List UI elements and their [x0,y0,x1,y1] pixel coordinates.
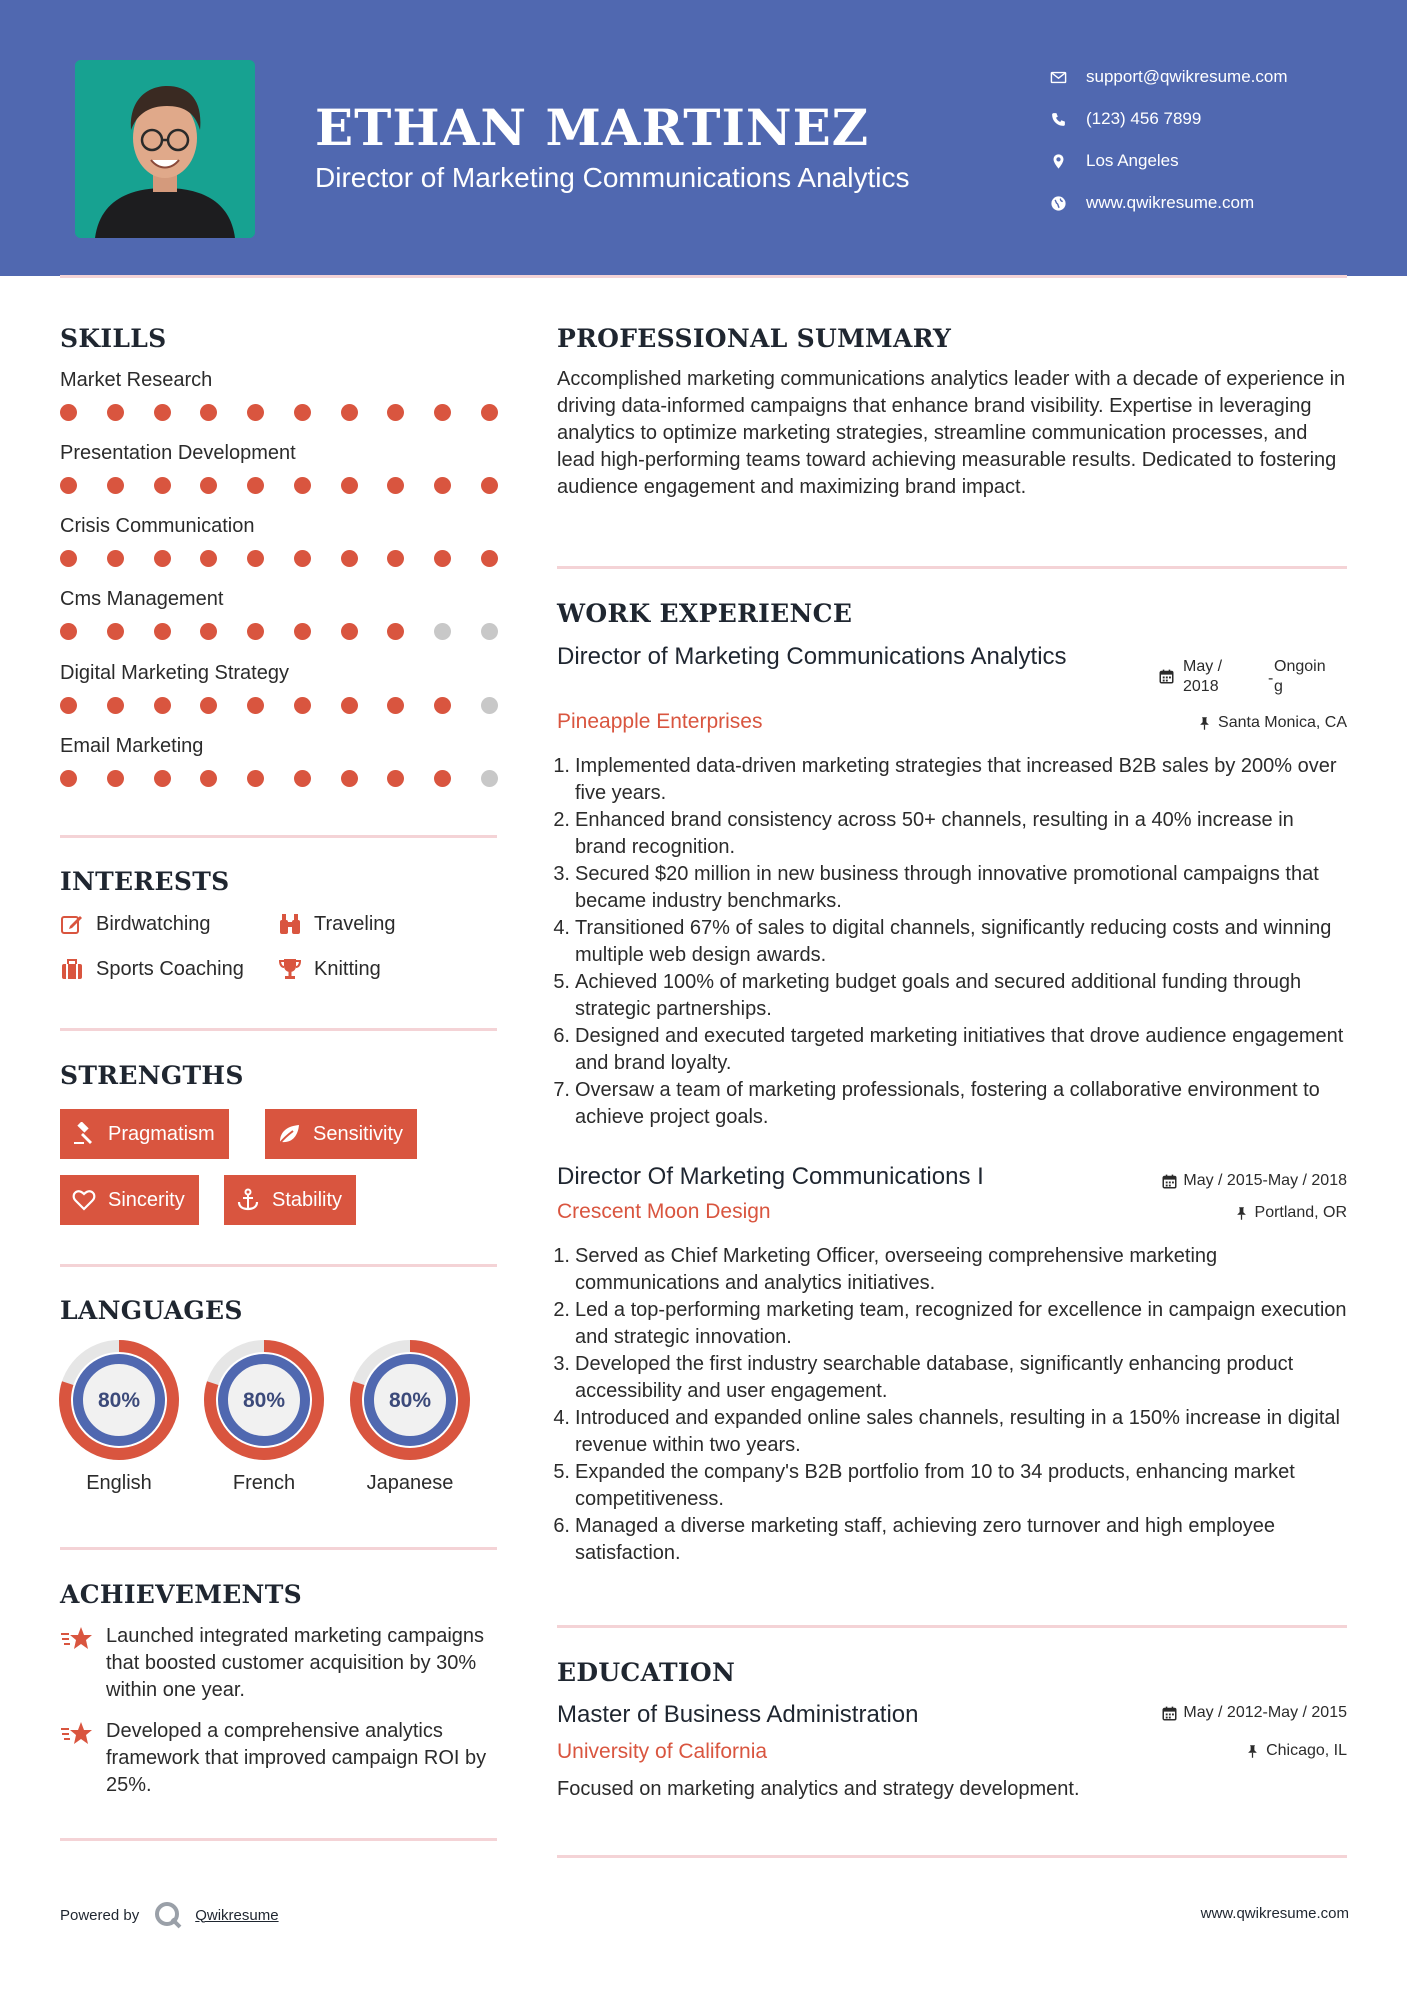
education-date-text: May / 2012-May / 2015 [1183,1704,1347,1721]
rating-dot-filled [154,697,171,714]
rating-dot-filled [481,404,498,421]
list-number: 4. [553,917,570,939]
rating-dot-filled [341,697,358,714]
rating-dot-filled [294,550,311,567]
language-proficiency-ring [204,1340,324,1460]
edit-icon [60,912,84,936]
language-item [59,1340,179,1495]
strengths-divider [60,1264,497,1267]
rating-dot-filled [154,770,171,787]
languages-divider [60,1547,497,1550]
contact-list [1050,56,1390,224]
skill-name: Presentation Development [60,442,296,464]
heart-icon [72,1188,96,1212]
contact-website-text: www.qwikresume.com [1086,193,1255,212]
achievement-item [60,1623,500,1704]
achievement-item [60,1718,500,1799]
rating-dot-filled [247,477,264,494]
contact-email[interactable] [1050,56,1390,98]
list-number: 2. [553,1299,570,1321]
pushpin-icon [1197,716,1212,731]
experience-heading: WORK EXPERIENCE [557,599,853,628]
skill-item [60,732,500,787]
skill-item [60,512,500,567]
rating-dot-filled [107,550,124,567]
envelope-icon [1050,69,1067,86]
leaf-icon [277,1122,301,1146]
education-date [1162,1704,1347,1722]
rating-dot-filled [200,770,217,787]
job-title: Director of Marketing Communications Analytics [557,643,1067,670]
rating-dot-filled [481,550,498,567]
header-banner [0,0,1407,276]
rating-dot-filled [341,477,358,494]
responsibility-item [550,807,1350,861]
responsibility-text: Served as Chief Marketing Officer, overseeing comprehensive marketing communications and analytics initiatives. [575,1245,1218,1294]
achievements-heading: ACHIEVEMENTS [60,1580,302,1609]
list-number: 3. [553,863,570,885]
person-avatar-icon [75,60,255,238]
rating-dot-filled [434,404,451,421]
interests-divider [60,1028,497,1031]
job-date-start: May / 2018 [1183,658,1223,695]
rating-dot-filled [154,623,171,640]
profile-photo [75,60,255,238]
summary-heading: PROFESSIONAL SUMMARY [557,324,952,353]
responsibility-text: Expanded the company's B2B portfolio from 10 to 34 products, enhancing market competitiveness. [575,1461,1295,1510]
summary-divider [557,566,1347,569]
responsibility-item [550,1023,1350,1077]
qwikresume-logo-icon [153,1900,183,1930]
rating-dot-filled [60,550,77,567]
skill-item [60,585,500,640]
contact-location-text: Los Angeles [1086,151,1179,170]
education-heading: EDUCATION [557,1658,736,1687]
rating-dot-empty [481,697,498,714]
rating-dot-filled [434,770,451,787]
globe-icon [1050,195,1067,212]
interest-label: Sports Coaching [96,957,244,980]
degree-title: Master of Business Administration [557,1701,919,1728]
contact-phone-text: (123) 456 7899 [1086,109,1202,128]
rating-dot-filled [294,404,311,421]
contact-website[interactable] [1050,182,1390,224]
rating-dot-filled [341,623,358,640]
job-responsibilities [550,753,1350,1131]
strength-label: Sensitivity [313,1122,404,1145]
job-date-end: Ongoin g [1274,658,1326,695]
rating-dot-filled [341,550,358,567]
trophy-icon [278,957,302,981]
company-name: Crescent Moon Design [557,1200,771,1223]
rating-dot-filled [247,697,264,714]
list-number: 6. [553,1025,570,1047]
achievement-text: Launched integrated marketing campaigns that boosted customer acquisition by 30% within one year. [106,1625,485,1701]
rating-dot-filled [107,404,124,421]
languages-heading: LANGUAGES [60,1296,243,1325]
rating-dot-empty [481,623,498,640]
calendar-icon [1162,1706,1177,1721]
rating-dot-filled [341,770,358,787]
skill-rating [60,477,498,494]
rating-dot-filled [60,477,77,494]
contact-email-text: support@qwikresume.com [1086,67,1288,86]
job-location-text: Portland, OR [1254,1204,1347,1221]
education-location-text: Chicago, IL [1266,1742,1347,1759]
responsibility-item [550,861,1350,915]
footer-powered-by [60,1900,279,1930]
qwikresume-link[interactable]: Qwikresume [195,1906,279,1924]
education-description: Focused on marketing analytics and strategy development. [557,1778,1080,1800]
responsibility-item [550,1297,1350,1351]
job-responsibilities [550,1243,1350,1567]
phone-icon [1050,111,1067,128]
responsibility-text: Led a top-performing marketing team, recognized for excellence in campaign execution and strategic innovation. [575,1299,1347,1348]
responsibility-item [550,1513,1350,1567]
responsibility-text: Implemented data-driven marketing strategies that increased B2B sales by 200% over five years. [575,755,1337,804]
experience-divider [557,1625,1347,1628]
interest-item [278,912,396,936]
job-date-text: May / 2015-May / 2018 [1183,1172,1347,1189]
interest-label: Traveling [314,912,396,935]
responsibility-text: Oversaw a team of marketing professionals, fostering a collaborative environment to achieve project goals. [575,1079,1320,1128]
rating-dot-filled [60,697,77,714]
rating-dot-filled [154,404,171,421]
responsibility-item [550,1351,1350,1405]
skill-name: Cms Management [60,588,224,610]
rating-dot-filled [247,404,264,421]
rating-dot-filled [387,770,404,787]
education-location [1245,1742,1347,1760]
responsibility-item [550,753,1350,807]
powered-by-text: Powered by [60,1906,140,1924]
interest-item [60,957,244,981]
interest-item [278,957,381,981]
rating-dot-filled [107,770,124,787]
strength-label: Sincerity [108,1188,185,1211]
responsibility-item [550,915,1350,969]
binoculars-icon [278,912,302,936]
language-proficiency-ring [350,1340,470,1460]
rating-dot-filled [107,623,124,640]
rating-dot-filled [247,770,264,787]
pushpin-icon [1234,1206,1249,1221]
responsibility-text: Designed and executed targeted marketing initiatives that drove audience engagement and brand loyalty. [575,1025,1344,1074]
gavel-icon [72,1122,96,1146]
rating-dot-filled [294,770,311,787]
list-number: 2. [553,809,570,831]
list-number: 7. [553,1079,570,1101]
rating-dot-filled [387,404,404,421]
language-item [350,1340,470,1495]
rating-dot-filled [294,623,311,640]
job-location [1234,1204,1347,1222]
responsibility-text: Secured $20 million in new business through innovative promotional campaigns that became industry benchmarks. [575,863,1319,912]
interests-heading: INTERESTS [60,867,230,896]
rating-dot-empty [481,770,498,787]
responsibility-text: Transitioned 67% of sales to digital channels, significantly reducing costs and winning multiple web design awards. [575,917,1332,966]
skill-rating [60,623,498,640]
rating-dot-filled [294,697,311,714]
rating-dot-filled [481,477,498,494]
responsibility-item [550,1459,1350,1513]
responsibility-item [550,1077,1350,1131]
rating-dot-filled [387,623,404,640]
header-divider [60,275,1347,278]
rating-dot-filled [107,477,124,494]
rating-dot-filled [387,550,404,567]
school-name: University of California [557,1740,768,1763]
rating-dot-filled [434,550,451,567]
rating-dot-filled [60,623,77,640]
footer-url[interactable]: www.qwikresume.com [1200,1905,1349,1922]
interest-label: Birdwatching [96,912,211,935]
responsibility-item [550,969,1350,1023]
summary-text: Accomplished marketing communications analytics leader with a decade of experience in driving data-informed campaigns that enhance brand visibility. Expertise in leveraging analytics to optimize marketing strategies, streamline communication processes, and lead high-performing teams toward achieving measurable results. Dedicated to fostering audience engagement and maximizing brand impact. [557,368,1346,498]
strength-label: Pragmatism [108,1122,215,1145]
strength-label: Stability [272,1188,343,1211]
responsibility-item [550,1243,1350,1297]
skill-item [60,439,500,494]
education-divider [557,1855,1347,1858]
rating-dot-filled [294,477,311,494]
job-location [1197,714,1347,732]
skill-rating [60,404,498,421]
responsibility-text: Developed the first industry searchable database, significantly enhancing product accessibility and user engagement. [575,1353,1294,1402]
responsibility-text: Achieved 100% of marketing budget goals and secured additional funding through strategic partnerships. [575,971,1302,1020]
list-number: 5. [553,1461,570,1483]
interest-label: Knitting [314,957,381,980]
skill-rating [60,550,498,567]
contact-phone[interactable] [1050,98,1390,140]
calendar-icon [1162,1174,1177,1189]
rating-dot-filled [154,477,171,494]
rating-dot-filled [434,477,451,494]
skill-item [60,366,500,421]
skill-name: Crisis Communication [60,515,255,537]
calendar-icon [1159,669,1174,684]
rating-dot-filled [387,697,404,714]
language-name: French [232,1472,296,1494]
candidate-name: ETHAN MARTINEZ [315,98,870,157]
map-pin-icon [1050,153,1067,170]
language-proficiency-ring [59,1340,179,1460]
rating-dot-filled [247,623,264,640]
list-number: 1. [553,1245,570,1267]
rating-dot-empty [434,623,451,640]
pushpin-icon [1245,1744,1260,1759]
language-percent: 80% [242,1389,286,1412]
rating-dot-filled [60,404,77,421]
achievements-divider [60,1838,497,1841]
contact-location [1050,140,1390,182]
rating-dot-filled [200,404,217,421]
rating-dot-filled [247,550,264,567]
responsibility-text: Managed a diverse marketing staff, achieving zero turnover and high employee satisfaction. [575,1515,1276,1564]
language-percent: 80% [388,1389,432,1412]
star-icon [60,1625,94,1653]
responsibility-item [550,1405,1350,1459]
achievement-text: Developed a comprehensive analytics framework that improved campaign ROI by 25%. [106,1720,487,1796]
skill-name: Market Research [60,369,213,391]
list-number: 5. [553,971,570,993]
strength-tag [265,1109,417,1159]
job-title: Director Of Marketing Communications I [557,1163,984,1190]
skills-divider [60,835,497,838]
list-number: 6. [553,1515,570,1537]
skill-item [60,659,500,714]
language-percent: 80% [97,1389,141,1412]
rating-dot-filled [200,697,217,714]
rating-dot-filled [60,770,77,787]
list-number: 1. [553,755,570,777]
job-date [1162,1172,1347,1190]
skills-heading: SKILLS [60,324,167,353]
rating-dot-filled [200,623,217,640]
rating-dot-filled [434,697,451,714]
strengths-heading: STRENGTHS [60,1061,244,1090]
interest-item [60,912,211,936]
skill-name: Digital Marketing Strategy [60,662,289,684]
skill-rating [60,770,498,787]
strength-tag [224,1175,356,1225]
language-name: Japanese [366,1472,454,1494]
company-name: Pineapple Enterprises [557,710,763,733]
list-number: 3. [553,1353,570,1375]
strength-tag [60,1175,199,1225]
rating-dot-filled [154,550,171,567]
responsibility-text: Enhanced brand consistency across 50+ channels, resulting in a 40% increase in brand recognition. [575,809,1294,858]
rating-dot-filled [200,550,217,567]
star-icon [60,1720,94,1748]
rating-dot-filled [200,477,217,494]
strength-tag [60,1109,229,1159]
list-number: 4. [553,1407,570,1429]
rating-dot-filled [387,477,404,494]
rating-dot-filled [107,697,124,714]
candidate-role: Director of Marketing Communications Analytics [315,162,910,193]
skill-name: Email Marketing [60,735,204,757]
job-location-text: Santa Monica, CA [1218,714,1347,731]
suitcase-icon [60,957,84,981]
language-item [204,1340,324,1495]
job-date-separator: - [1268,670,1274,687]
language-name: English [86,1472,152,1494]
skill-rating [60,697,498,714]
responsibility-text: Introduced and expanded online sales channels, resulting in a 150% increase in digital revenue within two years. [575,1407,1340,1456]
rating-dot-filled [341,404,358,421]
anchor-icon [236,1188,260,1212]
